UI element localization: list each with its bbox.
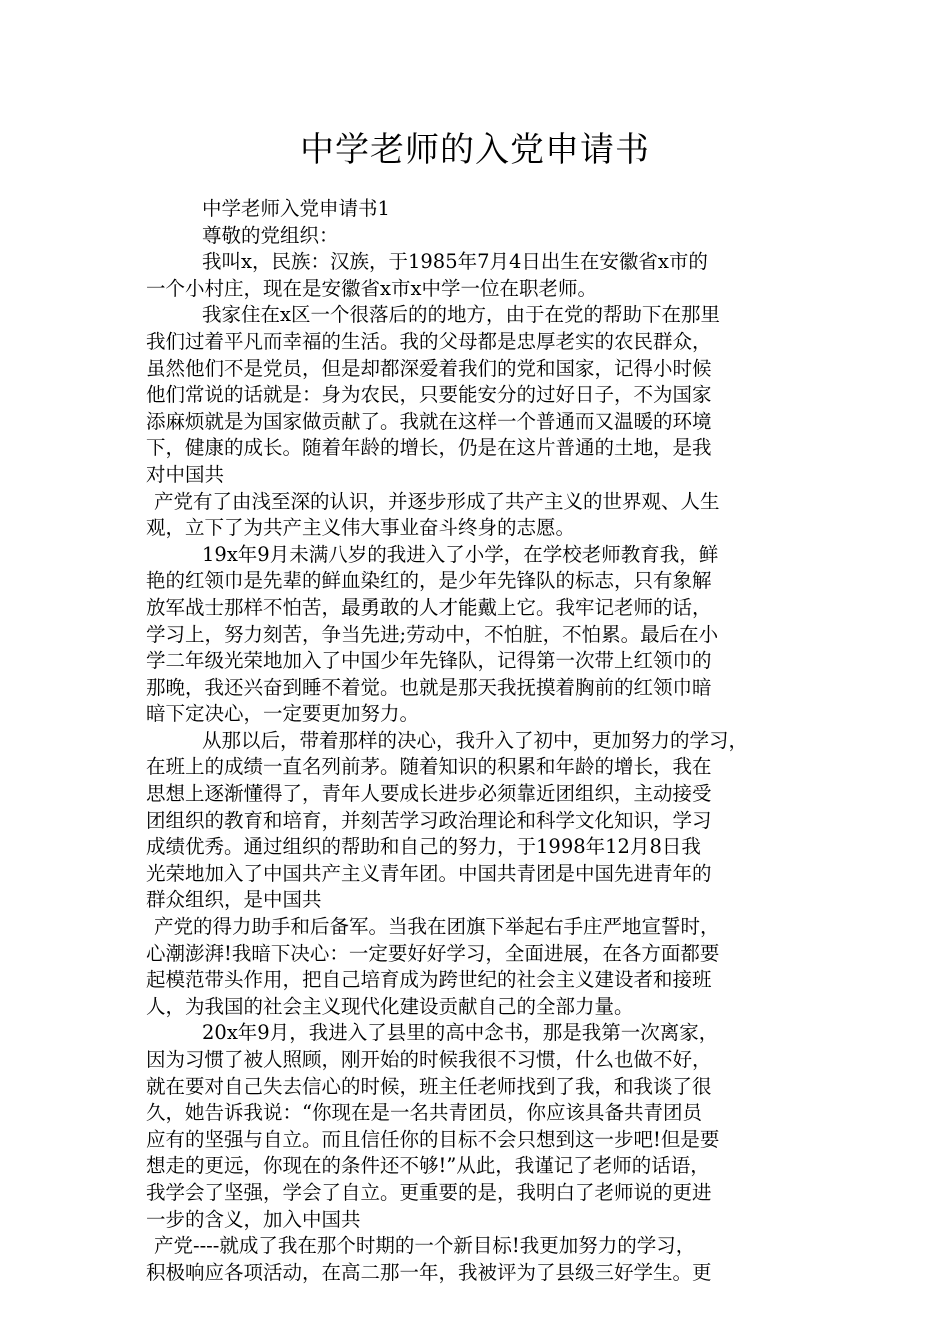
text-line: 群众组织，是中国共 bbox=[146, 888, 322, 912]
text-line: 在班上的成绩一直名列前茅。随着知识的积累和年龄的增长，我在 bbox=[146, 755, 712, 779]
text-line: 心潮澎湃!我暗下决心：一定要好好学习，全面进展，在各方面都要 bbox=[146, 941, 720, 965]
text-line: 积极响应各项活动，在高二那一年，我被评为了县级三好学生。更 bbox=[146, 1260, 712, 1284]
text-line: 他们常说的话就是：身为农民，只要能安分的过好日子，不为国家 bbox=[146, 383, 712, 407]
text-line: 应有的坚强与自立。而且信任你的目标不会只想到这一步吧!但是要 bbox=[146, 1127, 720, 1151]
text-line: 学二年级光荣地加入了中国少年先锋队，记得第一次带上红领巾的 bbox=[146, 649, 712, 673]
text-line: 久，她告诉我说：“你现在是一名共青团员，你应该具备共青团员 bbox=[146, 1101, 702, 1125]
text-line: 产党----就成了我在那个时期的一个新目标!我更加努力的学习， bbox=[154, 1234, 696, 1258]
text-line: 添麻烦就是为国家做贡献了。我就在这样一个普通而又温暖的环境 bbox=[146, 409, 712, 433]
text-line: 放军战士那样不怕苦，最勇敢的人才能戴上它。我牢记老师的话， bbox=[146, 595, 712, 619]
text-line: 就在要对自己失去信心的时候，班主任老师找到了我，和我谈了很 bbox=[146, 1074, 712, 1098]
text-line: 学习上，努力刻苦，争当先进;劳动中，不怕脏，不怕累。最后在小 bbox=[146, 622, 719, 646]
text-line: 暗下定决心，一定要更加努力。 bbox=[146, 702, 420, 726]
text-line: 一个小村庄，现在是安徽省x市x中学一位在职老师。 bbox=[146, 276, 597, 300]
text-line: 成绩优秀。通过组织的帮助和自己的努力，于1998年12月8日我 bbox=[146, 835, 701, 859]
document-title: 中学老师的入党申请书 bbox=[300, 130, 650, 170]
text-line: 下，健康的成长。随着年龄的增长，仍是在这片普通的土地，是我 bbox=[146, 436, 712, 460]
text-line: 对中国共 bbox=[146, 462, 225, 486]
text-line: 一步的含义，加入中国共 bbox=[146, 1207, 361, 1231]
text-line: 尊敬的党组织： bbox=[202, 223, 339, 247]
text-line: 团组织的教育和培育，并刻苦学习政治理论和科学文化知识，学习 bbox=[146, 808, 712, 832]
text-line: 起模范带头作用，把自己培育成为跨世纪的社会主义建设者和接班 bbox=[146, 968, 712, 992]
text-line: 产党有了由浅至深的认识，并逐步形成了共产主义的世界观、人生 bbox=[154, 489, 720, 513]
text-line: 19x年9月未满八岁的我进入了小学，在学校老师教育我，鲜 bbox=[202, 542, 719, 566]
text-line: 思想上逐渐懂得了，青年人要成长进步必须靠近团组织，主动接受 bbox=[146, 782, 712, 806]
text-line: 从那以后，带着那样的决心，我升入了初中，更加努力的学习， bbox=[202, 728, 749, 752]
text-line: 虽然他们不是党员，但是却都深爱着我们的党和国家，记得小时候 bbox=[146, 356, 712, 380]
document-body bbox=[146, 196, 816, 1286]
text-line: 人，为我国的社会主义现代化建设贡献自己的全部力量。 bbox=[146, 994, 634, 1018]
text-line: 我们过着平凡而幸福的生活。我的父母都是忠厚老实的农民群众， bbox=[146, 329, 712, 353]
text-line: 产党的得力助手和后备军。当我在团旗下举起右手庄严地宣誓时， bbox=[154, 915, 720, 939]
text-line: 20x年9月，我进入了县里的高中念书，那是我第一次离家， bbox=[202, 1021, 719, 1045]
text-line: 我家住在x区一个很落后的的地方，由于在党的帮助下在那里 bbox=[202, 303, 720, 327]
text-line: 想走的更远，你现在的条件还不够!”从此，我谨记了老师的话语， bbox=[146, 1154, 710, 1178]
text-line: 艳的红领巾是先辈的鲜血染红的，是少年先锋队的标志，只有象解 bbox=[146, 569, 712, 593]
text-line: 我叫x，民族：汉族，于1985年7月4日出生在安徽省x市的 bbox=[202, 250, 708, 274]
text-line: 因为习惯了被人照顾，刚开始的时候我很不习惯，什么也做不好， bbox=[146, 1048, 712, 1071]
text-line: 我学会了坚强，学会了自立。更重要的是，我明白了老师说的更进 bbox=[146, 1180, 712, 1204]
text-line: 那晚，我还兴奋到睡不着觉。也就是那天我抚摸着胸前的红领巾暗 bbox=[146, 675, 712, 699]
text-line: 光荣地加入了中国共产主义青年团。中国共青团是中国先进青年的 bbox=[146, 861, 712, 885]
text-line: 观，立下了为共产主义伟大事业奋斗终身的志愿。 bbox=[146, 516, 576, 540]
text-line: 中学老师入党申请书1 bbox=[202, 197, 390, 220]
